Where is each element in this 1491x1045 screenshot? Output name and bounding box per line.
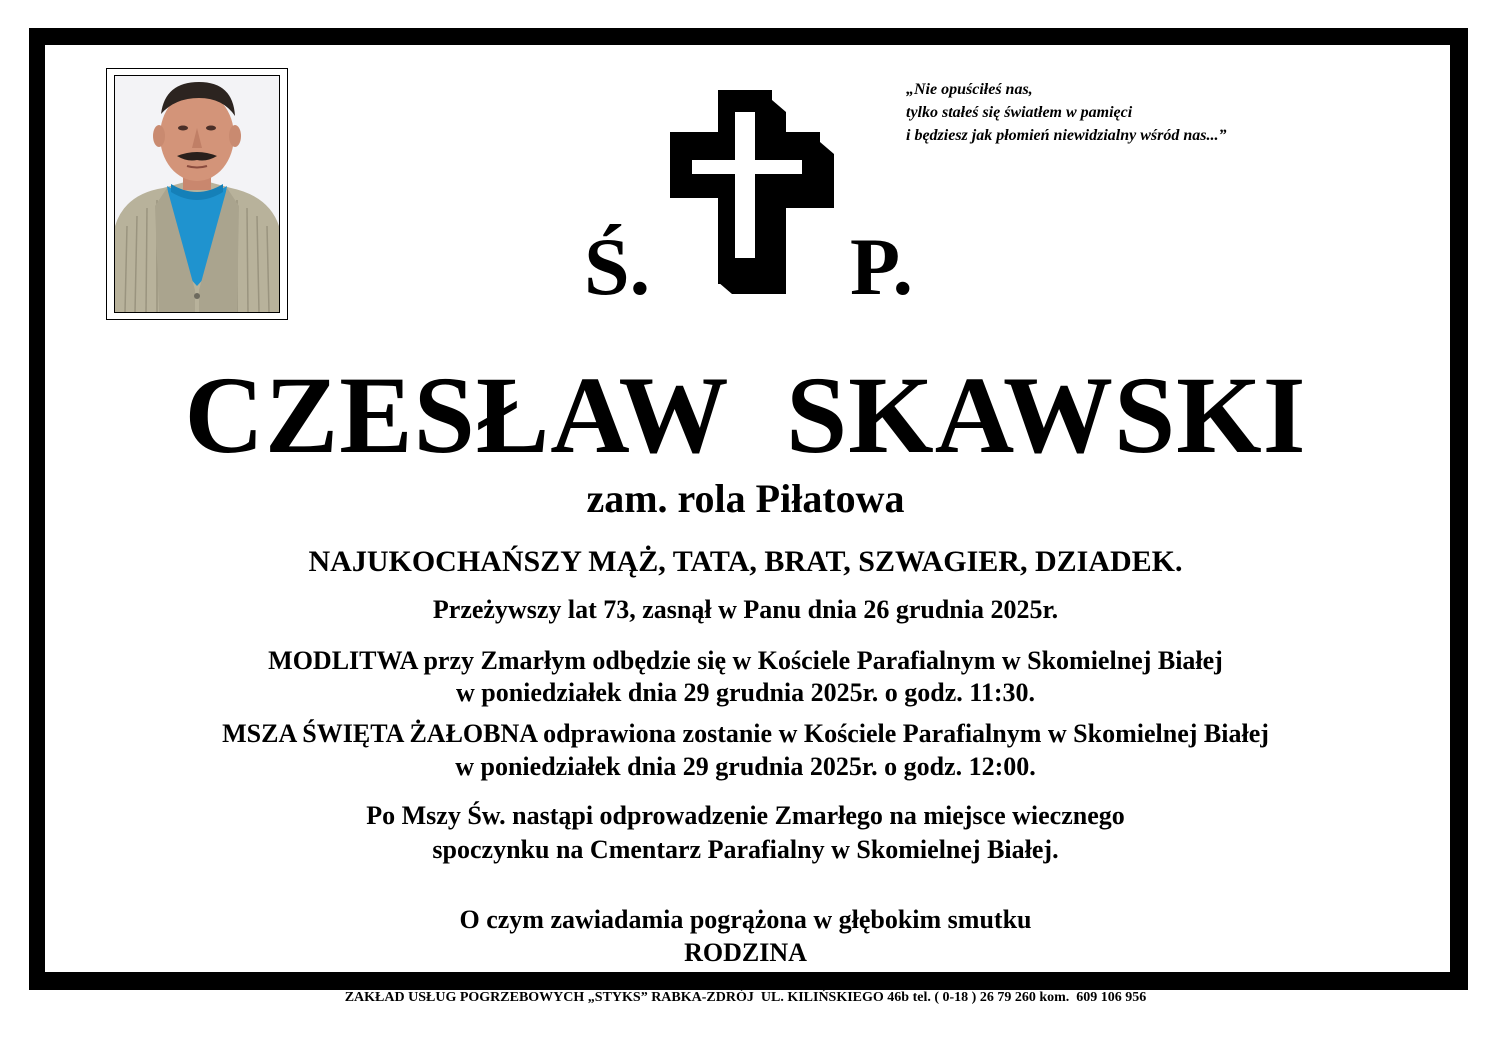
burial-line: Po Mszy Św. nastąpi odprowadzenie Zmarłego na miejsce wiecznego [366, 801, 1125, 830]
latin-cross-icon [668, 90, 836, 296]
prayer-time: w poniedziałek dnia 29 grudnia 2025r. o godz. 11:30. [455, 678, 1036, 707]
residence: zam. rola Piłatowa [586, 476, 905, 521]
prayer-line: MODLITWA przy Zmarłym odbędzie się w Kościele Parafialnym w Skomielnej Białej [268, 646, 1223, 675]
family-signature: RODZINA [684, 938, 807, 967]
funeral-home-footer: ZAKŁAD USŁUG POGRZEBOWYCH „STYKS” RABKA-ZDRÓJ UL. KILIŃSKIEGO 46b tel. ( 0-18 ) 26 79 260 kom. 609 106 956 [344, 990, 1147, 1005]
burial-place: spoczynku na Cmentarz Parafialny w Skomielnej Białej. [432, 835, 1059, 864]
portrait-photo [114, 75, 280, 313]
closing-line: O czym zawiadamia pogrążona w głębokim smutku [459, 905, 1032, 934]
deceased-name: CZESŁAW SKAWSKI [184, 354, 1307, 476]
portrait-frame [106, 68, 288, 320]
quote-line: i będziesz jak płomień niewidzialny wśród nas...” [906, 127, 1227, 144]
mass-time: w poniedziałek dnia 29 grudnia 2025r. o godz. 12:00. [455, 752, 1036, 781]
quote-line: „Nie opuściłeś nas, [906, 81, 1033, 98]
mass-line: MSZA ŚWIĘTA ŻAŁOBNA odprawiona zostanie w Kościele Parafialnym w Skomielnej Białej [222, 719, 1269, 748]
family-relations: NAJUKOCHAŃSZY MĄŻ, TATA, BRAT, SZWAGIER, DZIADEK. [308, 545, 1183, 578]
quote-line: tylko stałeś się światłem w pamięci [906, 104, 1133, 121]
age-and-death-date: Przeżywszy lat 73, zasnął w Panu dnia 26 grudnia 2025r. [432, 595, 1059, 624]
sp-left-letter: Ś. [584, 221, 651, 312]
sp-right-letter: P. [850, 221, 914, 312]
memorial-quote [906, 78, 1326, 147]
